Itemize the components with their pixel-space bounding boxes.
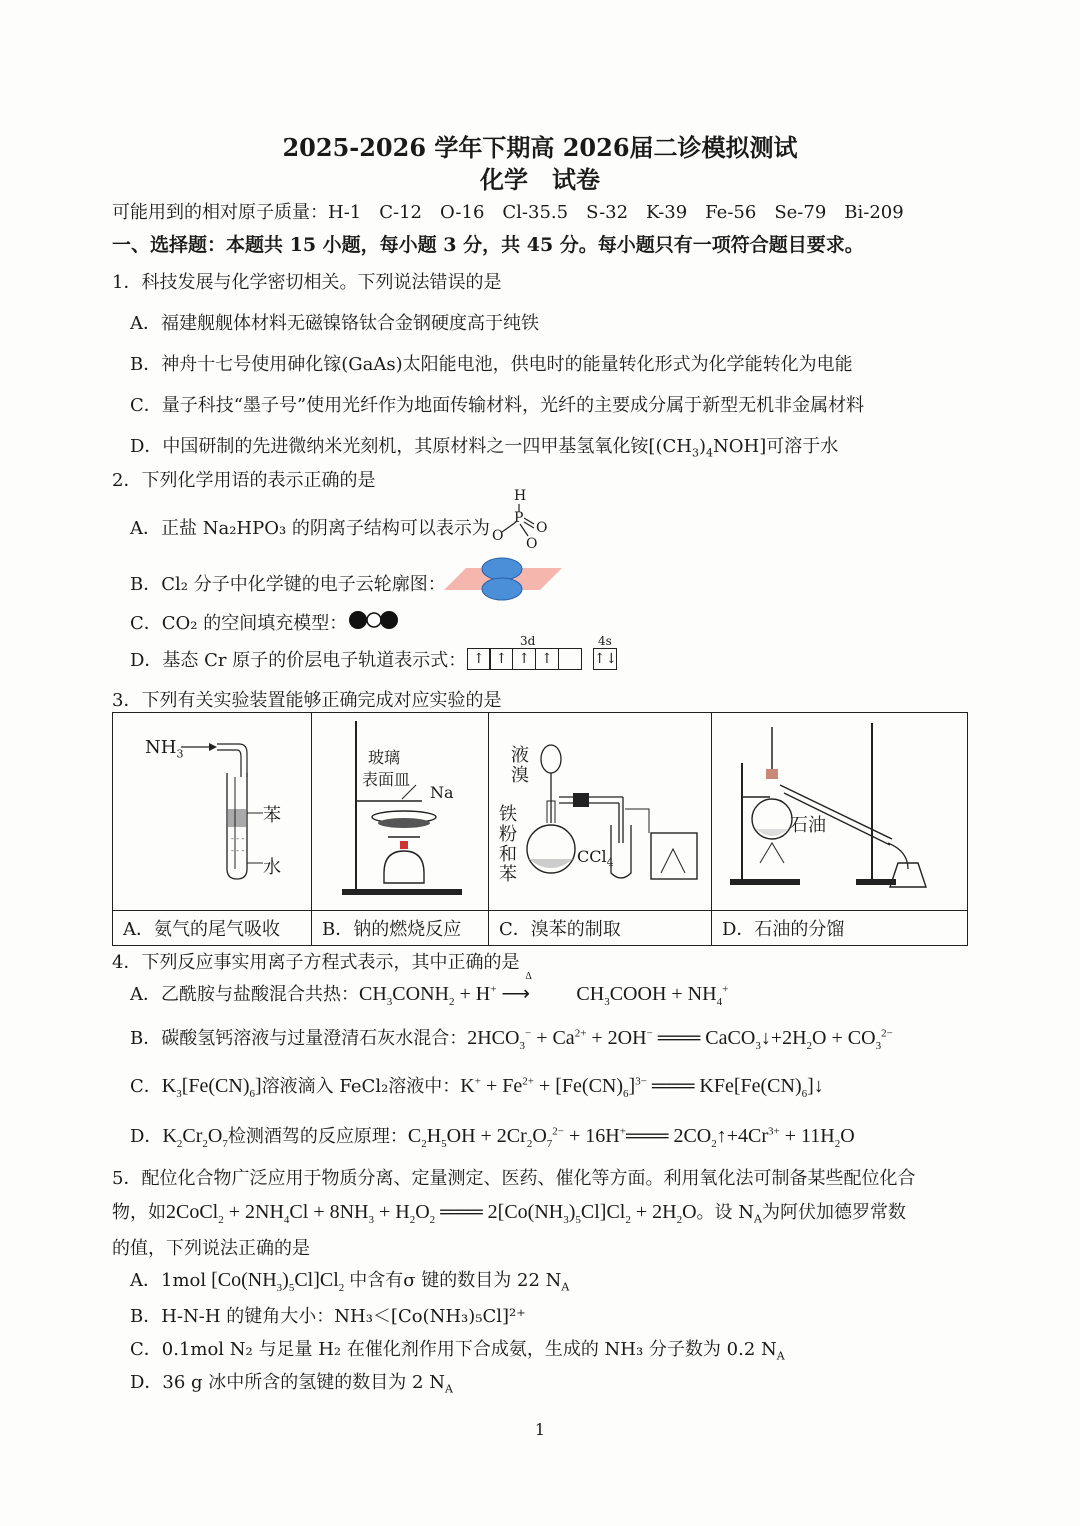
- apparatus-d: [712, 713, 968, 911]
- q5-line-1: 5．配位化合物广泛应用于物质分离、定量测定、医药、催化等方面。利用氧化法可制备某些配位化合: [112, 1168, 916, 1189]
- q1-stem: 1．科技发展与化学密切相关。下列说法错误的是: [112, 272, 502, 293]
- q5-option-a: A．1mol $[Co(NH_3)_5Cl]Cl_2$ 中含有σ 键的数目为 22 $N_A$: [130, 1269, 570, 1294]
- q4-option-c: C．$K_3[Fe(CN)_6]$溶液滴入 FeCl₂溶液中：$K^+ + Fe^{2+} + [Fe(CN)_6]^{3-}$ ═══ $KFe[Fe(CN)_6]↓$: [130, 1075, 824, 1100]
- struct-h: H: [514, 488, 527, 504]
- struct-o-right: O: [536, 520, 548, 536]
- q2-option-b: B．Cl₂ 分子中化学键的电子云轮廓图：: [130, 574, 446, 595]
- q4-option-a: A．乙酰胺与盐酸混合共热：$CH_3CONH_2 + H^+$ ⟶ Δ $CH_3COOH + NH_4^+$: [130, 971, 729, 1008]
- section-heading: 一、选择题：本题共 15 小题，每小题 3 分，共 45 分。每小题只有一项符合题目要求。: [112, 234, 864, 256]
- orbital-3d-boxes: ↑ ↑ ↑ ↑: [468, 648, 582, 670]
- apparatus-b: [312, 713, 489, 911]
- label-water: 水: [263, 857, 281, 878]
- page-subtitle: 化学 试卷: [480, 165, 600, 194]
- page-title: 2025-2026 学年下期高 2026届二诊模拟测试: [282, 133, 798, 162]
- cl2-electron-cloud-figure: [444, 556, 564, 602]
- q1-option-c: C．量子科技“墨子号”使用光纤作为地面传输材料，光纤的主要成分属于新型无机非金属材料: [130, 395, 865, 416]
- label-liquid-2: 溴: [511, 765, 529, 786]
- q2-stem: 2．下列化学用语的表示正确的是: [112, 470, 376, 491]
- q4-option-d: D．$K_2Cr_2O_7$检测酒驾的反应原理：$C_2H_5OH + 2Cr_2O_7^{2-}$ + 16H+═══ $2CO_2↑+4Cr^{3+} + 11H_2O$: [130, 1125, 855, 1150]
- page-number: 1: [534, 1420, 546, 1439]
- label-iron-benzene: 铁粉和苯: [499, 804, 517, 885]
- cr-orbital-diagram: [468, 634, 628, 674]
- q5-option-c: C．0.1mol N₂ 与足量 H₂ 在催化剂作用下合成氨，生成的 NH₃ 分子数为 0.2 $N_A$: [130, 1339, 785, 1363]
- q2-option-d: D．基态 Cr 原子的价层电子轨道表示式：: [130, 650, 467, 671]
- q1-option-a: A．福建舰舰体材料无磁镍铬钛合金钢硬度高于纯铁: [130, 313, 539, 334]
- q1-option-d: D．中国研制的先进微纳米光刻机，其原材料之一四甲基氢氧化铵$[(CH_3)_4NOH]$可溶于水: [130, 436, 839, 460]
- q5-line-3: 的值，下列说法正确的是: [112, 1238, 310, 1259]
- q3-stem: 3．下列有关实验装置能够正确完成对应实验的是: [112, 690, 502, 711]
- svg-text:- - -: - - -: [231, 846, 245, 855]
- label-ccl4: CCl$_4$: [577, 847, 614, 870]
- label-oil: 石油: [790, 815, 826, 836]
- struct-o-bottom: O: [526, 536, 538, 552]
- orbital-3d-label: 3d: [520, 634, 536, 648]
- apparatus-a: [113, 713, 312, 911]
- struct-o-left: O: [492, 528, 504, 544]
- label-benzene: 苯: [263, 805, 281, 826]
- atomic-masses: 可能用到的相对原子质量：H-1 C-12 O-16 Cl-35.5 S-32 K-39 Fe-56 Se-79 Bi-209: [112, 202, 904, 223]
- struct-p: P: [514, 510, 524, 526]
- apparatus-table: [112, 712, 968, 946]
- q1-option-b: B．神舟十七号使用砷化镓(GaAs)太阳能电池，供电时的能量转化形式为化学能转化为电能: [130, 354, 853, 375]
- caption-c: C．溴苯的制取: [489, 911, 712, 946]
- orbital-4s-box: ↑↓: [594, 648, 617, 670]
- q4-stem: 4．下列反应事实用离子方程式表示，其中正确的是: [112, 952, 520, 973]
- co2-space-filling-model: [348, 610, 400, 630]
- q2-option-a: A．正盐 Na₂HPO₃ 的阴离子结构可以表示为: [130, 518, 490, 539]
- q5-line-2: 物，如2CoCl$_2$ + $2NH_4Cl + 8NH_3 + H_2O_2$ ═══ $2[Co(NH_3)_5Cl]Cl_2 + 2H_2O$。设 $N_A$为阿伏加德罗常数: [112, 1201, 906, 1226]
- svg-text:- - -: - - -: [231, 834, 245, 843]
- caption-d: D．石油的分馏: [712, 911, 968, 946]
- orbital-4s-label: 4s: [598, 634, 612, 648]
- q5-option-d: D．36 g 冰中所含的氢键的数目为 2 $N_A$: [130, 1372, 453, 1396]
- q2-option-c: C．CO₂ 的空间填充模型：: [130, 613, 348, 634]
- caption-a: A．氨气的尾气吸收: [113, 911, 312, 946]
- label-liquid-1: 液: [511, 745, 529, 766]
- apparatus-c: [489, 713, 712, 911]
- q4-option-b: B．碳酸氢钙溶液与过量澄清石灰水混合：$2HCO_3^- + Ca^{2+} + 2OH^-$ ═══ $CaCO_3↓+2H_2O + CO_3^{2-}$: [130, 1027, 893, 1052]
- q5-option-b: B．H-N-H 的键角大小：NH₃＜[Co(NH₃)₅Cl]²⁺: [130, 1306, 526, 1327]
- label-glass-1: 玻璃: [368, 748, 401, 767]
- phosphite-structure: [484, 488, 554, 554]
- label-glass-2: 表面皿: [362, 770, 411, 789]
- label-nh3: $NH_3$: [145, 737, 184, 761]
- caption-b: B．钠的燃烧反应: [312, 911, 489, 946]
- label-na: Na: [430, 783, 454, 802]
